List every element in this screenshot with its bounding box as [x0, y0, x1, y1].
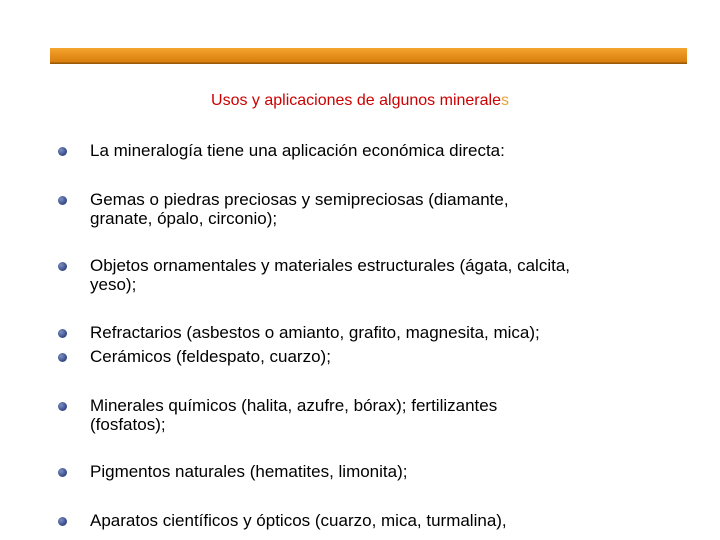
- bullet-dot-icon: [58, 353, 67, 362]
- bullet-item-3: [58, 256, 698, 294]
- bullet-dot-icon: [58, 402, 67, 411]
- bullet-item-2: [58, 190, 698, 228]
- bullet-dot-icon: [58, 468, 67, 477]
- bullet-dot-icon: [58, 329, 67, 338]
- bullet-text-line-2: (fosfatos);: [90, 415, 166, 434]
- bullet-item-1: [58, 141, 698, 160]
- bullet-text-line-1: Minerales químicos (halita, azufre, bórax); fertilizantes: [90, 396, 498, 415]
- bullet-text: Cerámicos (feldespato, cuarzo);: [90, 347, 331, 366]
- bullet-text: Pigmentos naturales (hematites, limonita);: [90, 462, 408, 481]
- bullet-item-8: [58, 511, 698, 530]
- bullet-text-line-1: Objetos ornamentales y materiales estructurales (ágata, calcita,: [90, 256, 571, 275]
- bullet-item-6: [58, 396, 698, 434]
- bullet-text-line-2: yeso);: [90, 275, 137, 294]
- slide-title: [0, 92, 720, 110]
- bullet-text: La mineralogía tiene una aplicación económica directa:: [90, 141, 505, 160]
- bullet-dot-icon: [58, 517, 67, 526]
- bullet-dot-icon: [58, 262, 67, 271]
- bullet-text-line-1: Gemas o piedras preciosas y semipreciosas (diamante,: [90, 190, 509, 209]
- title-last-letter: s: [500, 92, 509, 109]
- bullet-text-line-2: granate, ópalo, circonio);: [90, 209, 278, 228]
- bullet-text: Aparatos científicos y ópticos (cuarzo, mica, turmalina),: [90, 511, 507, 530]
- bullet-dot-icon: [58, 196, 67, 205]
- bullet-dot-icon: [58, 147, 67, 156]
- top-accent-bar: [50, 48, 687, 63]
- bullet-item-4: [58, 323, 698, 342]
- bullet-item-7: [58, 462, 698, 481]
- bullet-text: Refractarios (asbestos o amianto, grafito, magnesita, mica);: [90, 323, 540, 342]
- bullet-item-5: [58, 347, 698, 366]
- title-text: Usos y aplicaciones de algunos minerale: [211, 92, 501, 109]
